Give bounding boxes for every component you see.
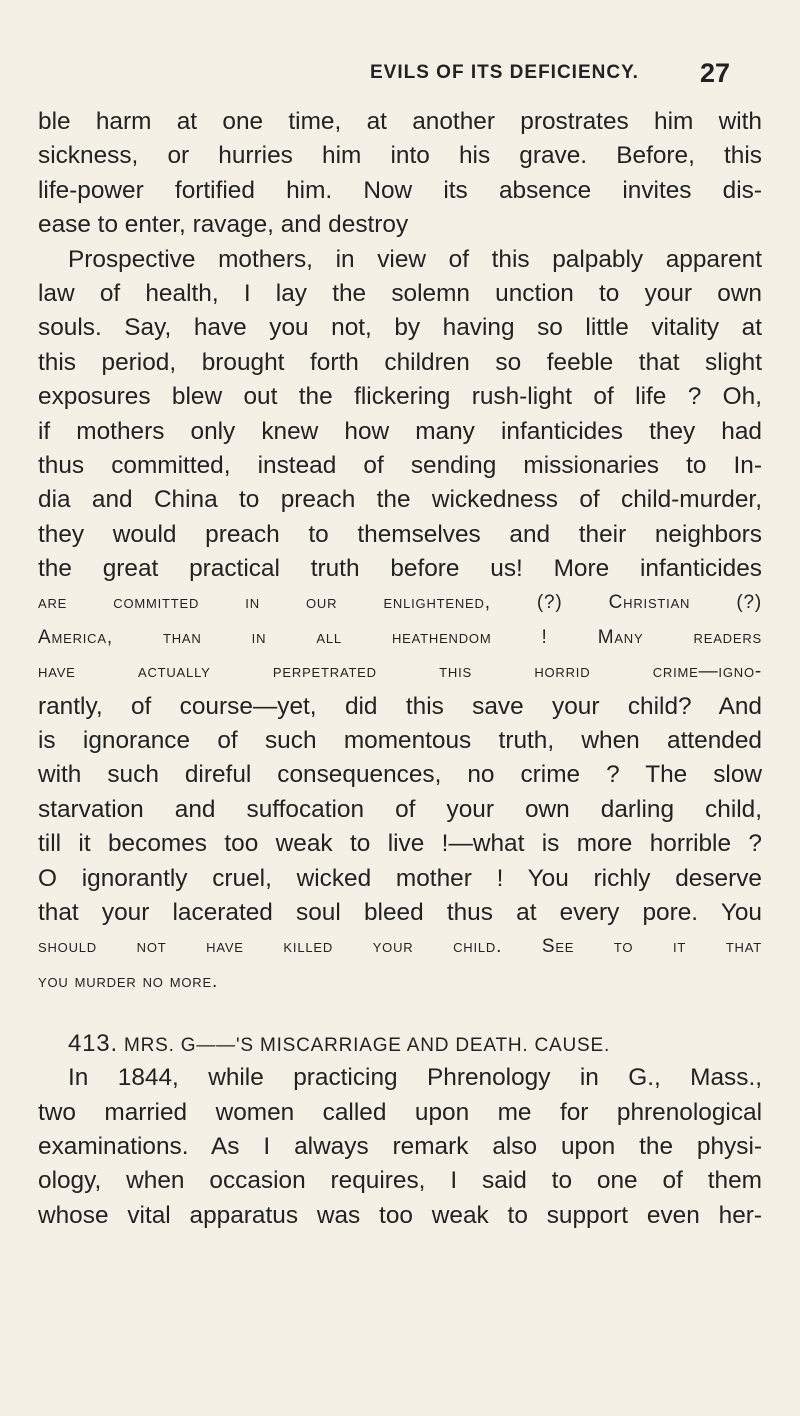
text-line: that your lacerated soul bleed thus at every pore. You [38, 898, 762, 926]
text-line: till it becomes too weak to live !—what is more horrible ? [38, 830, 762, 858]
text-line: examinations. As I always remark also upon the physi- [38, 1132, 762, 1160]
text-line: this period, brought forth children so feeble that slight [38, 348, 762, 376]
text-line: are committed in our enlightened, (?) Christian (?) [38, 592, 762, 614]
text-line: if mothers only knew how many infanticides they had [38, 417, 762, 445]
text-line: rantly, of course—yet, did this save your child? And [38, 692, 762, 720]
text-line: ology, when occasion requires, I said to one of them [38, 1167, 762, 1195]
section-number: 413. [68, 1030, 118, 1058]
text-line: the great practical truth before us! More infanticides [38, 555, 762, 583]
text-line: dia and China to preach the wickedness of child-murder, [38, 486, 762, 514]
page-header [0, 58, 800, 92]
text-line: O ignorantly cruel, wicked mother ! You richly deserve [38, 864, 762, 892]
text-line: Prospective mothers, in view of this palpably apparent [68, 245, 762, 273]
text-line: have actually perpetrated this horrid crime—igno- [38, 661, 762, 683]
text-line: they would preach to themselves and their neighbors [38, 520, 762, 548]
section-gap [38, 999, 762, 1027]
text-line: you murder no more. [38, 970, 219, 992]
text-line: ease to enter, ravage, and destroy [38, 211, 409, 239]
paragraph-2 [38, 243, 762, 1000]
text-line: sickness, or hurries him into his grave. Before, this [38, 142, 762, 170]
text-line: thus committed, instead of sending missionaries to In- [38, 451, 762, 479]
paragraph-1 [38, 105, 762, 243]
text-line: is ignorance of such momentous truth, when attended [38, 727, 762, 755]
text-line: life-power fortified him. Now its absence invites dis- [38, 176, 762, 204]
text-line: ble harm at one time, at another prostrates him with [38, 108, 762, 135]
text-line: America, than in all heathendom ! Many readers [38, 626, 762, 648]
paragraph-3 [38, 1061, 762, 1233]
running-title: EVILS OF ITS DEFICIENCY. [370, 62, 639, 83]
text-line: souls. Say, have you not, by having so little vitality at [38, 314, 762, 342]
text-line: whose vital apparatus was too weak to support even her- [38, 1201, 762, 1229]
text-line: exposures blew out the flickering rush-light of life ? Oh, [38, 383, 762, 411]
section-heading [38, 1027, 762, 1061]
page-number: 27 [700, 58, 731, 88]
section-title: MRS. G——'S MISCARRIAGE AND DEATH. CAUSE. [124, 1035, 611, 1057]
page-body [38, 105, 762, 1233]
text-line: two married women called upon me for phrenological [38, 1098, 762, 1126]
text-line: should not have killed your child. See to it that [38, 936, 762, 958]
text-line: with such direful consequences, no crime ? The slow [38, 761, 762, 789]
text-line: law of health, I lay the solemn unction to your own [38, 279, 762, 307]
text-line: In 1844, while practicing Phrenology in G., Mass., [68, 1064, 762, 1092]
text-line: starvation and suffocation of your own darling child, [38, 795, 762, 823]
